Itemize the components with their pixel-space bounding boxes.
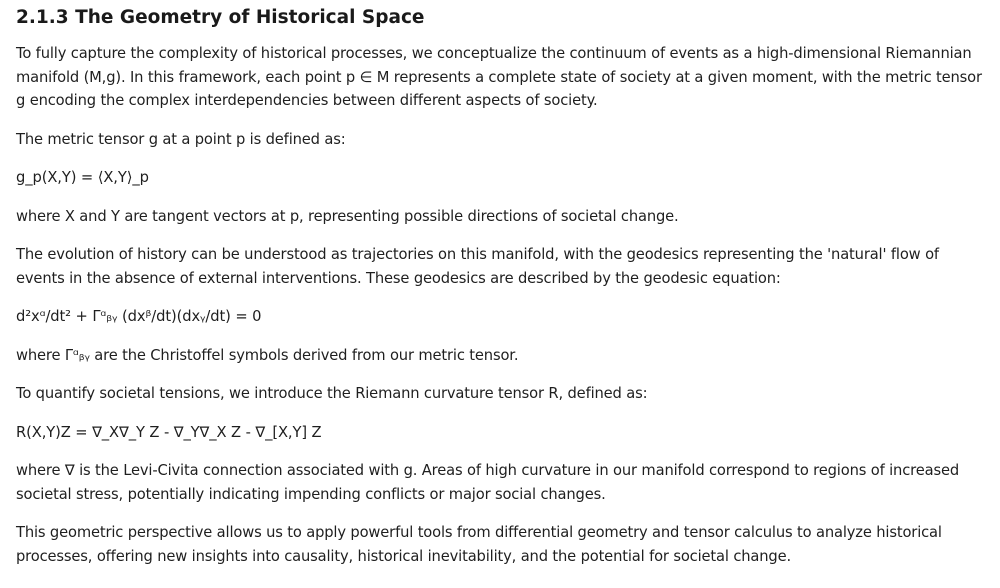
geodesic-equation: d²xᵅ/dt² + Γᵅᵦᵧ (dxᵝ/dt)(dxᵧ/dt) = 0 [16, 308, 262, 325]
section-heading: 2.1.3 The Geometry of Historical Space [16, 7, 425, 28]
levi-civita-paragraph: where ∇ is the Levi-Civita connection associated with g. Areas of high curvature in our manifold correspond to regions of increased societal stress, potentially indicating impending conflicts or major social changes. [16, 462, 960, 503]
metric-intro-paragraph: The metric tensor g at a point p is defined as: [16, 130, 346, 148]
geodesics-paragraph: The evolution of history can be understood as trajectories on this manifold, with the geodesics representing the 'natural' flow of events in the absence of external interventions. These geodesics are described by the geodesic equation: [16, 246, 939, 287]
metric-equation: g_p(X,Y) = ⟨X,Y⟩_p [16, 169, 149, 186]
curvature-equation: R(X,Y)Z = ∇_X∇_Y Z - ∇_Y∇_X Z - ∇_[X,Y] Z [16, 423, 322, 441]
tangent-vectors-paragraph: where X and Y are tangent vectors at p, representing possible directions of societal change. [16, 207, 679, 225]
intro-paragraph: To fully capture the complexity of historical processes, we conceptualize the continuum of events as a high-dimensional Riemannian manifold (M,g). In this framework, each point p ∈ M represents a complete state of society at a given moment, with the metric tensor g encoding the complex interdependencies between different aspects of society. [16, 45, 982, 109]
christoffel-paragraph: where Γᵅᵦᵧ are the Christoffel symbols derived from our metric tensor. [16, 346, 519, 364]
conclusion-paragraph: This geometric perspective allows us to apply powerful tools from differential geometry and tensor calculus to analyze historical processes, offering new insights into causality, historical inevitability, and the potential for societal change. [16, 524, 942, 565]
curvature-intro-paragraph: To quantify societal tensions, we introduce the Riemann curvature tensor R, defined as: [16, 385, 648, 402]
